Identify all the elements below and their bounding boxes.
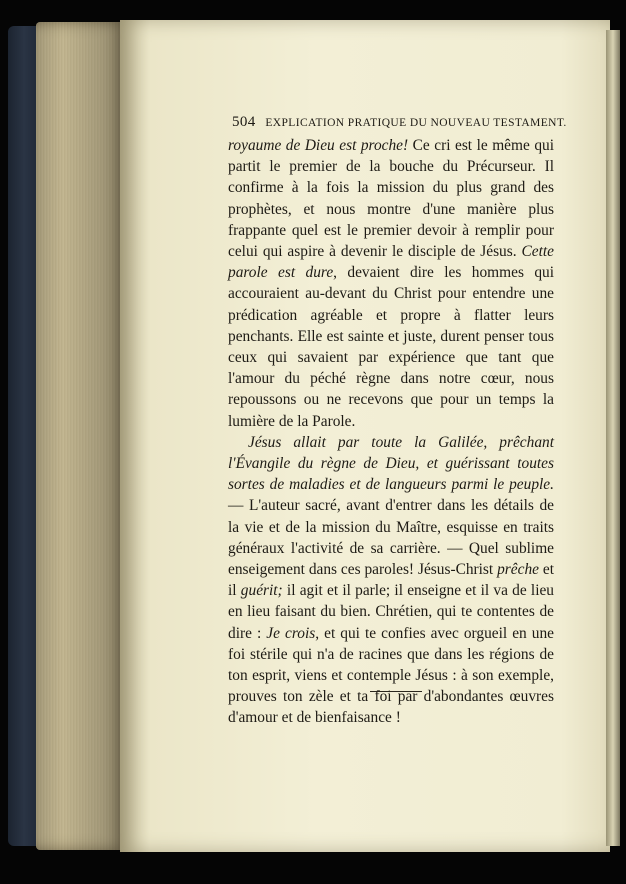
body-text [228, 135, 554, 729]
paragraph-2 [228, 432, 554, 729]
section-divider [370, 691, 422, 692]
text-run: , devaient dire les hommes qui accouraient au-devant du Christ pour entendre une prédication agréable et propre à flatter leurs penchants. Elle est sainte et juste, durent penser tous ceux qui savaient par expérience que tant que l'amour du péché règne dans notre cœur, nous repoussons ou ne recevons que pour un temps la lumière de la Parole. [228, 264, 554, 430]
page-stack-edge [36, 22, 126, 850]
running-title: EXPLICATION PRATIQUE DU NOUVEAU TESTAMENT. [265, 117, 567, 129]
text-run: Ce cri est le même qui partit le premier de la bouche du Précurseur. Il confirme à la fois la mission du plus grand des prophètes, et nous montre d'une manière plus frappante quel est le premier devoir à remplir pour celui qui aspire à devenir le disciple de Jésus. [228, 137, 554, 261]
next-page-edge [606, 30, 620, 846]
text-run: royaume de Dieu est proche! [228, 137, 409, 154]
text-run: — L'auteur sacré, avant d'entrer dans les détails de la vie et de la mission du Maître, esquisse en traits généraux l'activité de sa carrière. — Quel sublime enseigement dans ces paroles! Jésus-Christ [228, 497, 554, 579]
text-run: Cette parole est dure [228, 243, 554, 282]
text-run: , et qui te confies avec orgueil en une foi stérile qui n'a de racines que dans les régions de ton esprit, viens et contemple Jésus : à son exemple, prouves ton zèle et ta foi par d'abondantes œuvres d'amour et de bienfaisance ! [228, 624, 554, 727]
paragraph-1 [228, 135, 554, 432]
text-run: et il [228, 561, 554, 600]
text-run: Jésus allait par toute la Galilée, prêchant l'Évangile du règne de Dieu, et guérissant toutes sortes de maladies et de langueurs parmi le peuple. [228, 433, 554, 494]
text-run: guérit; [240, 582, 283, 600]
text-run: Je crois [266, 624, 316, 642]
page-number: 504 [232, 114, 256, 130]
text-run: prêche [497, 561, 539, 579]
running-header [232, 114, 567, 132]
text-run: il agit et il parle; il enseigne et il va de lieu en lieu faisant du bien. Chrétien, qui te contentes de dire : [228, 582, 555, 642]
